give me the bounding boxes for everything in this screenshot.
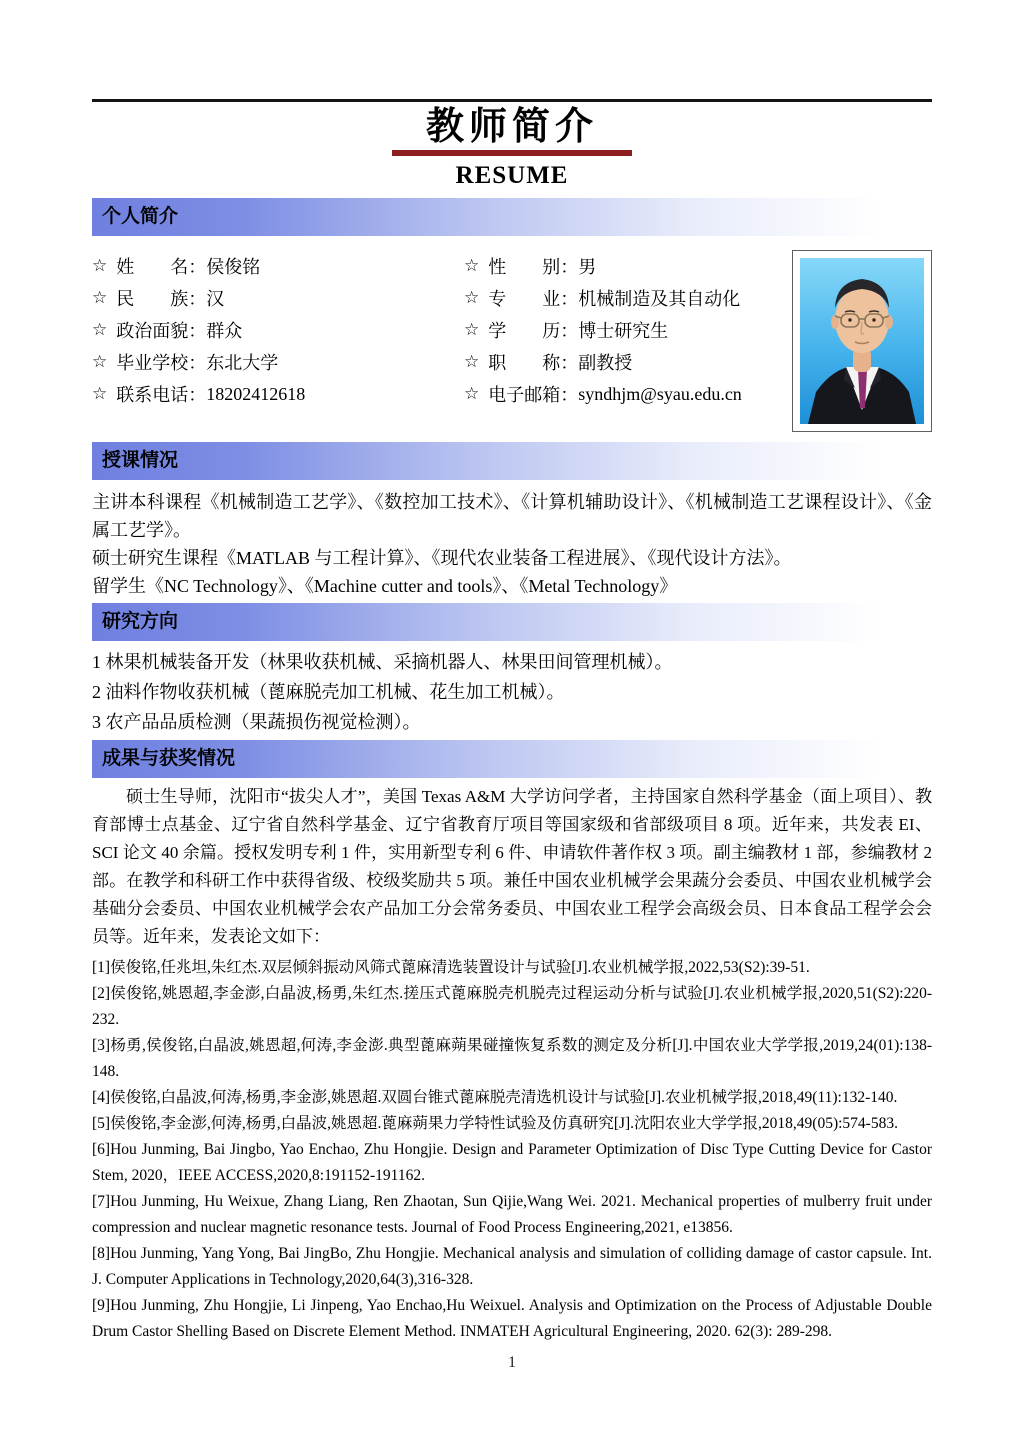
teaching-line-international: 留学生《NC Technology》、《Machine cutter and tools》、《Metal Technology》 [92, 576, 678, 596]
research-line: 3 农产品品质检测（果蔬损伤视觉检测）。 [92, 712, 421, 732]
publication-item: [4]侯俊铭,白晶波,何涛,杨勇,李金澎,姚恩超.双圆台锥式蓖麻脱壳清选机设计与试验[J].农业机械学报,2018,49(11):132-140. [92, 1089, 898, 1106]
info-row-major [464, 282, 792, 314]
info-value: syndhjm@syau.edu.cn [578, 383, 742, 404]
info-value: 机械制造及其自动化 [578, 289, 741, 309]
info-value: 侯俊铭 [206, 257, 261, 277]
teaching-line-graduate: 硕士研究生课程《MATLAB 与工程计算》、《现代农业装备工程进展》、《现代设计方法》。 [92, 548, 792, 568]
star-icon: ☆ [92, 384, 108, 403]
publication-item: [2]侯俊铭,姚恩超,李金澎,白晶波,杨勇,朱红杰.搓压式蓖麻脱壳机脱壳过程运动分析与试验[J].农业机械学报,2020,51(S2):220-232. [92, 985, 932, 1028]
info-label: 联系电话： [116, 385, 207, 405]
page-number: 1 [508, 1354, 516, 1371]
page-content [92, 99, 932, 1345]
info-row-gender [464, 250, 792, 282]
page-title: 教师简介 [425, 106, 598, 148]
info-label: 民 族： [116, 289, 207, 309]
info-value: 博士研究生 [578, 321, 669, 341]
info-value: 东北大学 [206, 353, 279, 373]
info-value: 副教授 [578, 353, 633, 373]
star-icon: ☆ [92, 256, 108, 275]
section-heading-achievements: 成果与获奖情况 [92, 740, 932, 778]
publication-item: [3]杨勇,侯俊铭,白晶波,姚恩超,何涛,李金澎.典型蓖麻蒴果碰撞恢复系数的测定及分析[J].中国农业大学学报,2019,24(01):138-148. [92, 1037, 932, 1080]
info-row-ethnicity [92, 282, 464, 314]
star-icon: ☆ [92, 352, 108, 371]
info-label: 政治面貌： [116, 321, 207, 341]
info-row-email [464, 378, 792, 410]
star-icon: ☆ [464, 352, 480, 371]
section-heading-research: 研究方向 [92, 603, 932, 641]
publication-item: [8]Hou Junming, Yang Yong, Bai JingBo, Zhu Hongjie. Mechanical analysis and simulation of colliding damage of castor capsule. Int. J. Computer Applications in Technology,2020,64(3),316-328. [92, 1245, 932, 1288]
page-subtitle: RESUME [455, 162, 569, 189]
teaching-block [92, 488, 932, 600]
info-label: 学 历： [488, 321, 579, 341]
research-line: 2 油料作物收获机械（蓖麻脱壳加工机械、花生加工机械）。 [92, 682, 565, 702]
publication-item: [6]Hou Junming, Bai Jingbo, Yao Enchao, Zhu Hongjie. Design and Parameter Optimization of Disc Type Cutting Device for Castor Stem, 2020，IEEE ACCESS,2020,8:191152-191162. [92, 1141, 932, 1184]
info-row-phone [92, 378, 464, 410]
info-row-education [464, 314, 792, 346]
achievements-summary: 硕士生导师，沈阳市“拔尖人才”，美国 Texas A&M 大学访问学者，主持国家自然科学基金（面上项目）、教育部博士点基金、辽宁省自然科学基金、辽宁省教育厅项目等国家级和省部级项目 8 项。近年来，共发表 EI、SCI 论文 40 余篇。授权发明专利 1 件，实用新型专利 6 件、申请软件著作权 3 项。副主编教材 1 部，参编教材 2 部。在教学和科研工作中获得省级、校级奖励共 5 项。兼任中国农业机械学会果蔬分会委员、中国农业机械学会基础分会委员、中国农业机械学会农产品加工分会常务委员、中国农业工程学会高级会员、日本食品工程学会会员等。近年来，发表论文如下： [92, 787, 932, 946]
publications-list [92, 955, 932, 1345]
research-block [92, 647, 932, 737]
section-heading-personal: 个人简介 [92, 198, 932, 236]
research-line: 1 林果机械装备开发（林果收获机械、采摘机器人、林果田间管理机械）。 [92, 652, 673, 672]
info-value: 汉 [206, 289, 225, 309]
info-label: 电子邮箱： [488, 385, 579, 405]
publication-item: [1]侯俊铭,任兆坦,朱红杰.双层倾斜振动风筛式蓖麻清选装置设计与试验[J].农业机械学报,2022,53(S2):39-51. [92, 959, 810, 976]
personal-info-block [92, 250, 932, 432]
info-label: 专 业： [488, 289, 579, 309]
info-label: 毕业学校： [116, 353, 207, 373]
star-icon: ☆ [92, 288, 108, 307]
section-heading-teaching: 授课情况 [92, 442, 932, 480]
star-icon: ☆ [464, 320, 480, 339]
teaching-line-undergraduate: 主讲本科课程《机械制造工艺学》、《数控加工技术》、《计算机辅助设计》、《机械制造工艺课程设计》、《金属工艺学》。 [92, 492, 932, 540]
profile-photo [792, 250, 932, 432]
portrait-illustration [800, 258, 924, 424]
info-label: 职 称： [488, 353, 579, 373]
info-value: 18202412618 [206, 383, 306, 404]
star-icon: ☆ [464, 256, 480, 275]
star-icon: ☆ [464, 288, 480, 307]
info-label: 姓 名： [116, 257, 207, 277]
personal-info-left-column [92, 250, 464, 432]
info-value: 男 [578, 257, 597, 277]
info-value: 群众 [206, 321, 243, 341]
info-row-name [92, 250, 464, 282]
star-icon: ☆ [464, 384, 480, 403]
publication-item: [9]Hou Junming, Zhu Hongjie, Li Jinpeng, Yao Enchao,Hu Weixuel. Analysis and Optimization on the Process of Adjustable Double Drum Castor Shelling Based on Discrete Element Method. INMATEH Agricultural Engineering, 2020. 62(3): 289-298. [92, 1297, 932, 1340]
top-rule [92, 99, 932, 102]
info-label: 性 别： [488, 257, 579, 277]
star-icon: ☆ [92, 320, 108, 339]
publication-item: [5]侯俊铭,李金澎,何涛,杨勇,白晶波,姚恩超.蓖麻蒴果力学特性试验及仿真研究[J].沈阳农业大学学报,2018,49(05):574-583. [92, 1115, 898, 1132]
title-underline [392, 150, 632, 156]
publication-item: [7]Hou Junming, Hu Weixue, Zhang Liang, Ren Zhaotan, Sun Qijie,Wang Wei. 2021. Mechanical properties of mulberry fruit under compression and nuclear magnetic resonance tests. Journal of Food Process Engineering,2021, e13856. [92, 1193, 932, 1236]
info-row-political-status [92, 314, 464, 346]
info-row-graduate-school [92, 346, 464, 378]
personal-info-right-column [464, 250, 792, 432]
info-row-title [464, 346, 792, 378]
